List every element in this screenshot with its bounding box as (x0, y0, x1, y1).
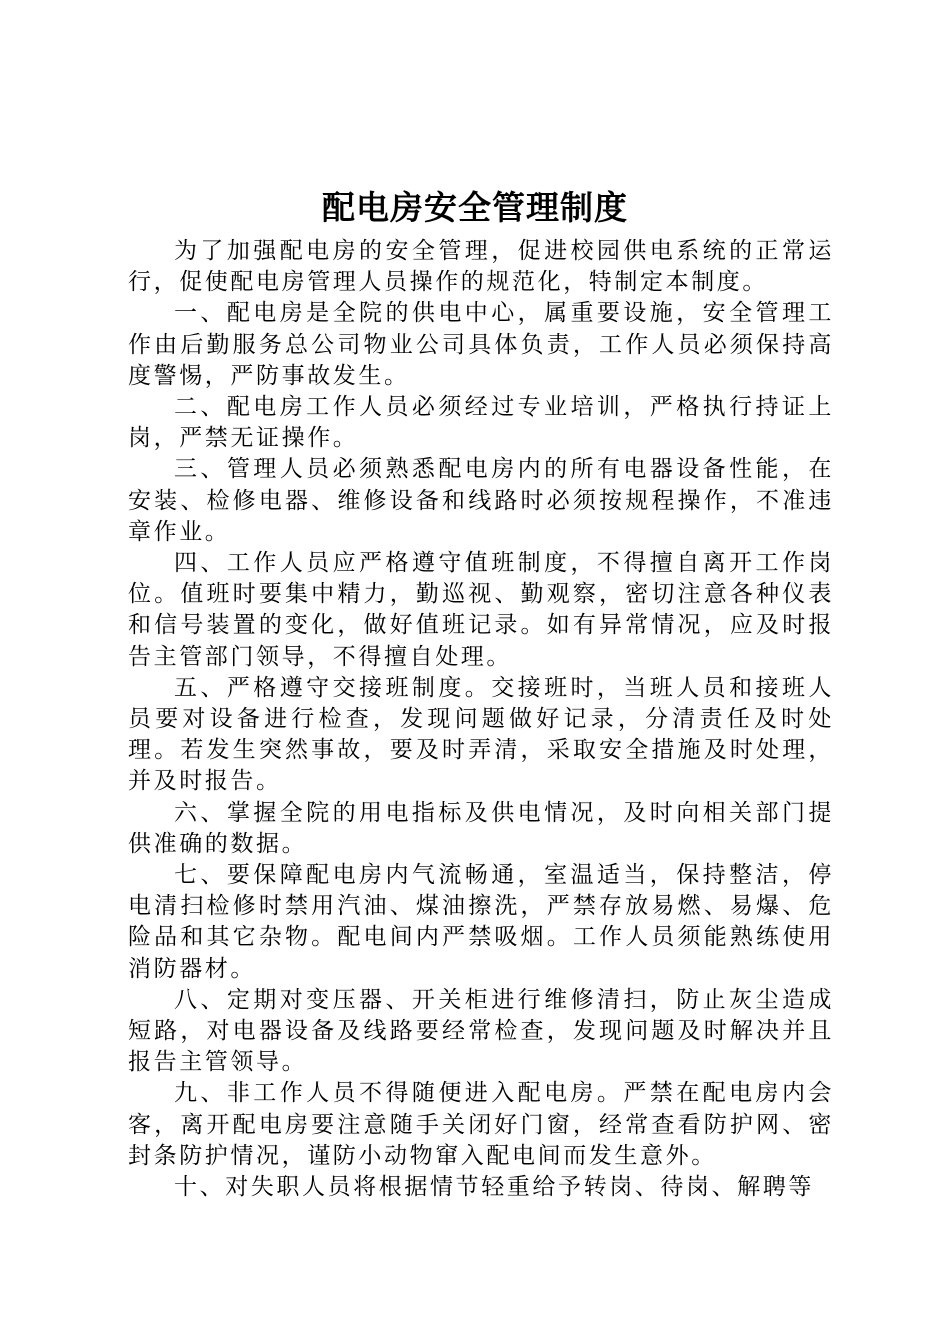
rule-8-paragraph: 八、定期对变压器、开关柜进行维修清扫，防止灰尘造成短路，对电器设备及线路要经常检查，发现问题及时解决并且报告主管领导。 (128, 986, 834, 1076)
rule-4-paragraph: 四、工作人员应严格遵守值班制度，不得擅自离开工作岗位。值班时要集中精力，勤巡视、勤观察，密切注意各种仪表和信号装置的变化，做好值班记录。如有异常情况，应及时报告主管部门领导，不得擅自处理。 (128, 550, 834, 670)
rule-3-paragraph: 三、管理人员必须熟悉配电房内的所有电器设备性能，在安装、检修电器、维修设备和线路时必须按规程操作，不准违章作业。 (128, 456, 834, 545)
document-body (128, 236, 834, 1203)
intro-paragraph: 为了加强配电房的安全管理，促进校园供电系统的正常运行，促使配电房管理人员操作的规范化，特制定本制度。 (128, 238, 834, 296)
rule-2-paragraph: 二、配电房工作人员必须经过专业培训，严格执行持证上岗，严禁无证操作。 (128, 394, 834, 452)
rule-7-paragraph: 七、要保障配电房内气流畅通，室温适当，保持整洁，停电清扫检修时禁用汽油、煤油擦洗，严禁存放易燃、易爆、危险品和其它杂物。配电间内严禁吸烟。工作人员须能熟练使用消防器材。 (128, 862, 834, 982)
rule-9-paragraph: 九、非工作人员不得随便进入配电房。严禁在配电房内会客，离开配电房要注意随手关闭好门窗，经常查看防护网、密封条防护情况，谨防小动物窜入配电间而发生意外。 (128, 1080, 834, 1169)
rule-6-paragraph: 六、掌握全院的用电指标及供电情况，及时向相关部门提供准确的数据。 (128, 799, 834, 857)
rule-5-paragraph: 五、严格遵守交接班制度。交接班时，当班人员和接班人员要对设备进行检查，发现问题做好记录，分清责任及时处理。若发生突然事故，要及时弄清，采取安全措施及时处理，并及时报告。 (128, 674, 834, 795)
rule-10-paragraph: 十、对失职人员将根据情节轻重给予转岗、待岗、解聘等 (174, 1174, 814, 1201)
document-title: 配电房安全管理制度 (322, 188, 628, 227)
rule-1-paragraph: 一、配电房是全院的供电中心，属重要设施，安全管理工作由后勤服务总公司物业公司具体负责，工作人员必须保持高度警惕，严防事故发生。 (128, 300, 834, 389)
